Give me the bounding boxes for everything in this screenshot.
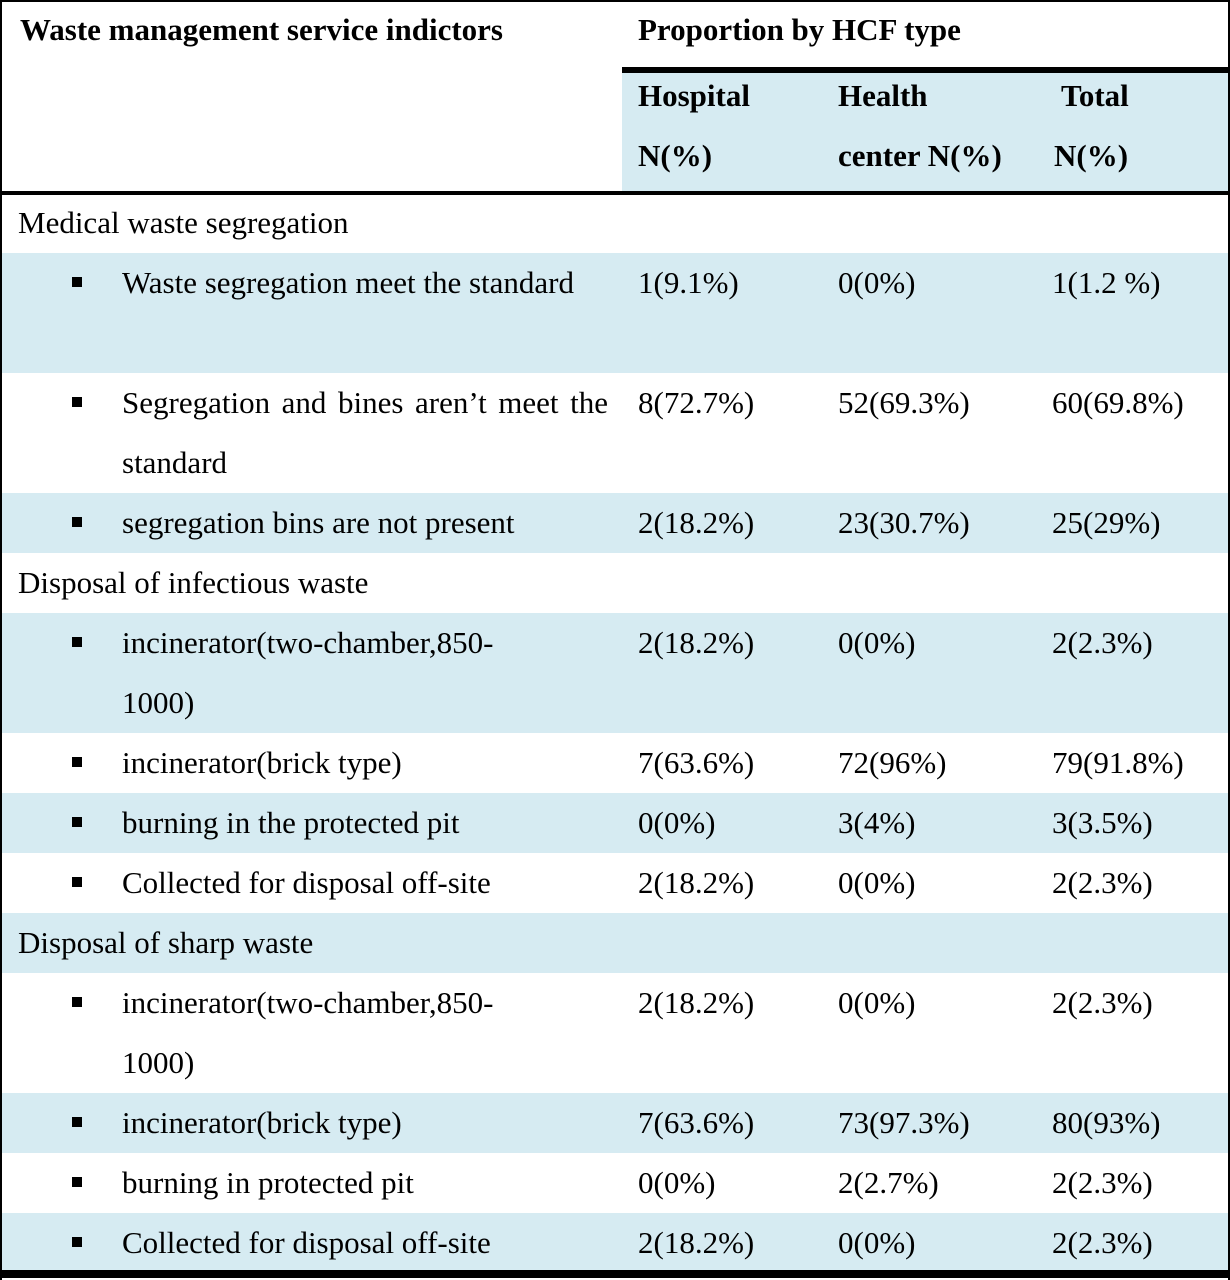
bullet-icon [72, 1237, 82, 1247]
row-label: Collected for disposal off-site [122, 1225, 491, 1260]
total-value: 3(3.5%) [1052, 805, 1153, 840]
hospital-value: 0(0%) [638, 805, 716, 840]
total-value: 1(1.2 %) [1052, 265, 1161, 300]
section-title: Disposal of sharp waste [18, 925, 314, 960]
total-value: 2(2.3%) [1052, 1165, 1153, 1200]
row-label: segregation bins are not present [122, 505, 515, 540]
bullet-icon [72, 1177, 82, 1187]
section-row-infectious [2, 553, 1228, 613]
health-center-value: 72(96%) [838, 745, 947, 780]
row-label: burning in protected pit [122, 1165, 414, 1200]
bullet-icon [72, 817, 82, 827]
row-label: burning in the protected pit [122, 805, 460, 840]
hospital-value: 1(9.1%) [638, 265, 739, 300]
table-row [2, 253, 1228, 373]
total-value: 60(69.8%) [1052, 385, 1184, 420]
total-value: 25(29%) [1052, 505, 1161, 540]
health-center-value: 3(4%) [838, 805, 916, 840]
row-label: incinerator(brick type) [122, 1105, 402, 1140]
table-row [2, 1153, 1228, 1213]
hospital-value: 2(18.2%) [638, 505, 755, 540]
bullet-icon [72, 757, 82, 767]
total-value: 2(2.3%) [1052, 625, 1153, 660]
bullet-icon [72, 397, 82, 407]
hospital-value: 2(18.2%) [638, 985, 755, 1020]
health-center-value: 0(0%) [838, 985, 916, 1020]
health-center-value: 23(30.7%) [838, 505, 970, 540]
indicator-column-header: Waste management service indictors [20, 12, 503, 47]
table-row [2, 733, 1228, 793]
health-center-value: 52(69.3%) [838, 385, 970, 420]
bullet-icon [72, 877, 82, 887]
proportion-group-header: Proportion by HCF type [638, 12, 961, 47]
bottom-rule [0, 1270, 1230, 1278]
total-value: 2(2.3%) [1052, 1225, 1153, 1260]
table-row [2, 973, 1228, 1093]
total-header-line1: Total [1061, 78, 1129, 113]
bullet-icon [72, 1117, 82, 1127]
hospital-value: 7(63.6%) [638, 745, 755, 780]
bullet-icon [72, 997, 82, 1007]
row-label: Waste segregation meet the standard [122, 265, 574, 300]
section-row-sharp [2, 913, 1228, 973]
section-row-segregation [2, 193, 1228, 253]
hospital-header-line2: N(%) [638, 138, 713, 173]
bullet-icon [72, 637, 82, 647]
table-row [2, 793, 1228, 853]
row-label: Collected for disposal off-site [122, 865, 491, 900]
hospital-value: 2(18.2%) [638, 1225, 755, 1260]
section-title: Medical waste segregation [18, 205, 349, 240]
row-label: incinerator(two-chamber,850- 1000) [122, 985, 494, 1080]
bullet-icon [72, 517, 82, 527]
hospital-value: 2(18.2%) [638, 865, 755, 900]
hospital-value: 7(63.6%) [638, 1105, 755, 1140]
total-header-line2: N(%) [1054, 138, 1129, 173]
health-center-value: 0(0%) [838, 865, 916, 900]
row-label: Segregation and bines aren’t meet the standard [122, 385, 608, 480]
table-row [2, 853, 1228, 913]
health-center-value: 0(0%) [838, 1225, 916, 1260]
table-row [2, 1213, 1228, 1270]
hospital-value: 8(72.7%) [638, 385, 755, 420]
hospital-header-line1: Hospital [638, 78, 750, 113]
row-label: incinerator(brick type) [122, 745, 402, 780]
hospital-value: 2(18.2%) [638, 625, 755, 660]
section-title: Disposal of infectious waste [18, 565, 369, 600]
table-row [2, 373, 1228, 493]
health-center-value: 2(2.7%) [838, 1165, 939, 1200]
health-center-header-line2: center N(%) [838, 138, 1002, 173]
table-row [2, 613, 1228, 733]
bullet-icon [72, 277, 82, 287]
table-row [2, 1093, 1228, 1153]
total-value: 80(93%) [1052, 1105, 1161, 1140]
health-center-header-line1: Health [838, 78, 928, 113]
hospital-value: 0(0%) [638, 1165, 716, 1200]
health-center-value: 73(97.3%) [838, 1105, 970, 1140]
health-center-value: 0(0%) [838, 625, 916, 660]
total-value: 2(2.3%) [1052, 865, 1153, 900]
row-label: incinerator(two-chamber,850- 1000) [122, 625, 494, 720]
table-row [2, 493, 1228, 553]
total-value: 79(91.8%) [1052, 745, 1184, 780]
total-value: 2(2.3%) [1052, 985, 1153, 1020]
health-center-value: 0(0%) [838, 265, 916, 300]
